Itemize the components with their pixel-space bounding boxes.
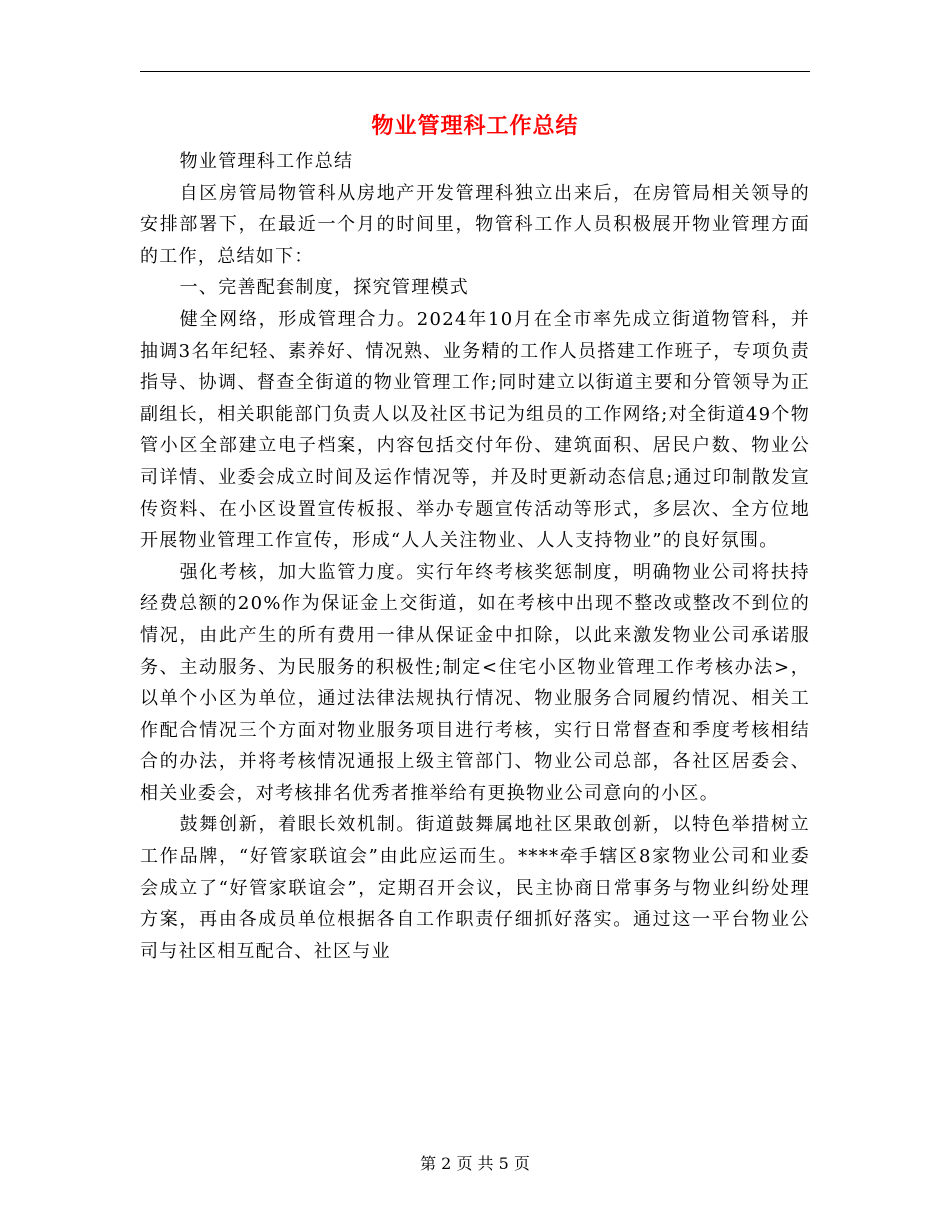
paragraph-intro: 自区房管局物管科从房地产开发管理科独立出来后，在房管局相关领导的安排部署下，在最近一个月的时间里，物管科工作人员积极展开物业管理方面的工作，总结如下： — [140, 182, 810, 267]
paragraph-innovation: 鼓舞创新，着眼长效机制。街道鼓舞属地社区果敢创新，以特色举措树立工作品牌，“好管家联谊会”由此应运而生。****牵手辖区8家物业公司和业委会成立了“好管家联谊会”，定期召开会议，民主协商日常事务与物业纠纷处理方案，再由各成员单位根据各自工作职责仔细抓好落实。通过这一平台物业公司与社区相互配合、社区与业 — [140, 814, 810, 962]
header-rule — [140, 71, 810, 72]
paragraph-subtitle: 物业管理科工作总结 — [179, 151, 354, 172]
document-body — [140, 146, 810, 967]
page-number-footer: 第 2 页 共 5 页 — [420, 1154, 530, 1173]
paragraph-assessment: 强化考核，加大监管力度。实行年终考核奖惩制度，明确物业公司将扶持经费总额的20%作为保证金上交街道，如在考核中出现不整改或整改不到位的情况，由此产生的所有费用一律从保证金中扣除，以此来激发物业公司承诺服务、主动服务、为民服务的积极性;制定<住宅小区物业管理工作考核办法>，以单个小区为单位，通过法律法规执行情况、物业服务合同履约情况、相关工作配合情况三个方面对物业服务项目进行考核，实行日常督查和季度考核相结合的办法，并将考核情况通报上级主管部门、物业公司总部，各社区居委会、相关业委会，对考核排名优秀者推举给有更换物业公司意向的小区。 — [140, 561, 810, 804]
document-title: 物业管理科工作总结 — [371, 113, 579, 139]
section-heading: 一、完善配套制度，探究管理模式 — [179, 277, 470, 299]
paragraph-network: 健全网络，形成管理合力。2024年10月在全市率先成立街道物管科，并抽调3名年纪轻、素养好、情况熟、业务精的工作人员搭建工作班子，专项负责指导、协调、督查全街道的物业管理工作;同时建立以街道主要和分管领导为正副组长，相关职能部门负责人以及社区书记为组员的工作网络;对全街道49个物管小区全部建立电子档案，内容包括交付年份、建筑面积、居民户数、物业公司详情、业委会成立时间及运作情况等，并及时更新动态信息;通过印制散发宣传资料、在小区设置宣传板报、举办专题宣传活动等形式，多层次、全方位地开展物业管理工作宣传，形成“人人关注物业、人人支持物业”的良好氛围。 — [140, 308, 810, 552]
